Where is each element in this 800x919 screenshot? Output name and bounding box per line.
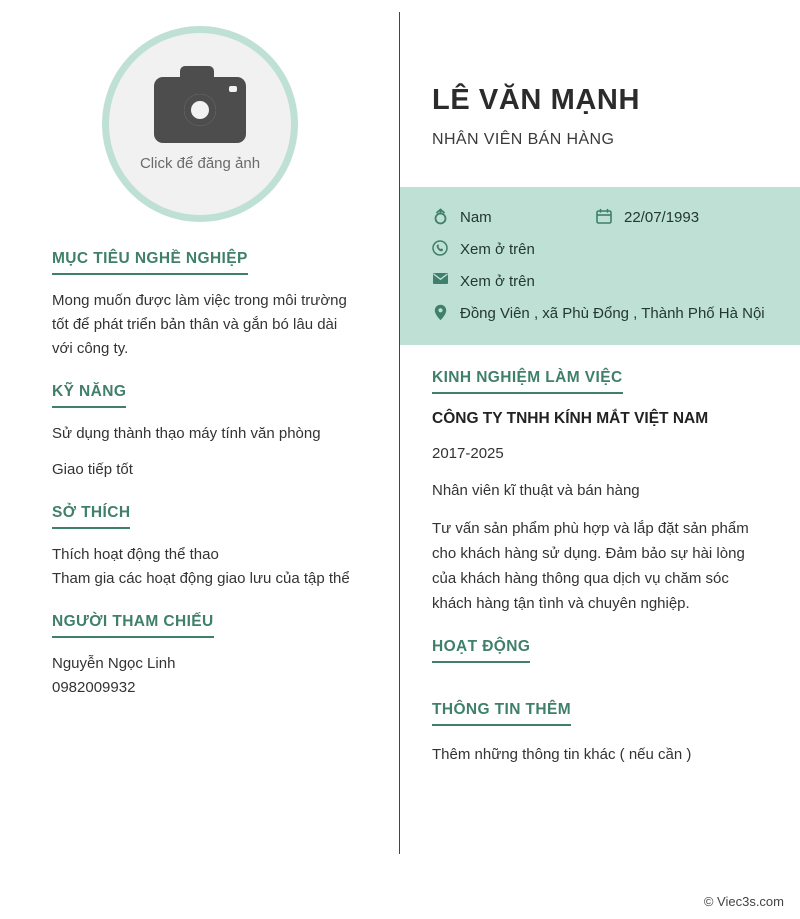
info-row-phone bbox=[430, 239, 778, 261]
info-birthday-value: 22/07/1993 bbox=[624, 209, 700, 226]
info-row-gender bbox=[430, 207, 590, 229]
camera-icon bbox=[154, 77, 246, 143]
info-phone-value: Xem ở trên bbox=[460, 241, 535, 258]
info-row-email bbox=[430, 271, 778, 293]
section-hobbies bbox=[52, 504, 354, 591]
experience-period: 2017-2025 bbox=[432, 445, 504, 462]
section-reference-title: NGƯỜI THAM CHIẾU bbox=[52, 613, 214, 638]
info-email-value: Xem ở trên bbox=[460, 273, 535, 290]
gender-icon bbox=[430, 207, 450, 225]
section-extra-info-title: THÔNG TIN THÊM bbox=[432, 701, 571, 726]
reference-phone: 0982009932 bbox=[52, 679, 136, 696]
info-address-value: Đồng Viên , xã Phù Đổng , Thành Phố Hà Nội bbox=[460, 305, 765, 322]
candidate-job-title: NHÂN VIÊN BÁN HÀNG bbox=[432, 131, 615, 148]
experience-position: Nhân viên kĩ thuật và bán hàng bbox=[432, 482, 640, 499]
experience-description: Tư vấn sản phẩm phù hợp và lắp đặt sản phẩm cho khách hàng sử dụng. Đảm bảo sự hài lòng của khách hàng thông qua dịch vụ chăm sóc khách hàng tận tình và chuyên nghiệp. bbox=[432, 520, 749, 612]
section-objective bbox=[52, 250, 354, 361]
extra-info-text: Thêm những thông tin khác ( nếu cần ) bbox=[432, 746, 692, 763]
section-skills-title: KỸ NĂNG bbox=[52, 383, 126, 408]
candidate-name: LÊ VĂN MẠNH bbox=[432, 84, 640, 116]
list-item: Giao tiếp tốt bbox=[52, 461, 133, 478]
phone-icon bbox=[430, 239, 450, 256]
section-experience bbox=[432, 369, 770, 616]
info-row-address bbox=[430, 303, 778, 325]
reference-name: Nguyễn Ngọc Linh bbox=[52, 655, 176, 672]
section-reference bbox=[52, 613, 354, 700]
section-objective-title: MỤC TIÊU NGHỀ NGHIỆP bbox=[52, 250, 248, 275]
experience-company: CÔNG TY TNHH KÍNH MẮT VIỆT NAM bbox=[432, 410, 709, 427]
envelope-icon bbox=[430, 271, 450, 285]
info-gender-value: Nam bbox=[460, 209, 492, 226]
cv-header bbox=[400, 0, 800, 149]
footer-copyright: © Viec3s.com bbox=[703, 894, 784, 909]
cv-right-column bbox=[400, 0, 800, 882]
cv-left-sections bbox=[0, 222, 400, 700]
section-activities bbox=[432, 638, 770, 679]
section-experience-title: KINH NGHIỆM LÀM VIỆC bbox=[432, 369, 623, 394]
calendar-icon bbox=[594, 207, 614, 224]
camera-flash-icon bbox=[229, 86, 237, 92]
personal-info-panel bbox=[400, 187, 800, 345]
photo-upload-placeholder[interactable] bbox=[102, 26, 298, 222]
objective-text: Mong muốn được làm việc trong môi trường tốt để phát triển bản thân và gắn bó lâu dài với công ty. bbox=[52, 292, 347, 357]
photo-upload-label: Click để đăng ảnh bbox=[139, 154, 261, 172]
list-item: Tham gia các hoạt động giao lưu của tập thể bbox=[52, 570, 350, 587]
location-pin-icon bbox=[430, 303, 450, 321]
list-item: Sử dụng thành thạo máy tính văn phòng bbox=[52, 425, 321, 442]
list-item: Thích hoạt động thể thao bbox=[52, 546, 219, 563]
section-activities-title: HOẠT ĐỘNG bbox=[432, 638, 530, 663]
section-extra-info bbox=[432, 701, 770, 767]
section-skills bbox=[52, 383, 354, 482]
info-row-birthday bbox=[594, 207, 778, 229]
cv-left-column bbox=[0, 0, 400, 882]
cv-right-sections bbox=[400, 345, 800, 767]
section-hobbies-title: SỞ THÍCH bbox=[52, 504, 130, 529]
